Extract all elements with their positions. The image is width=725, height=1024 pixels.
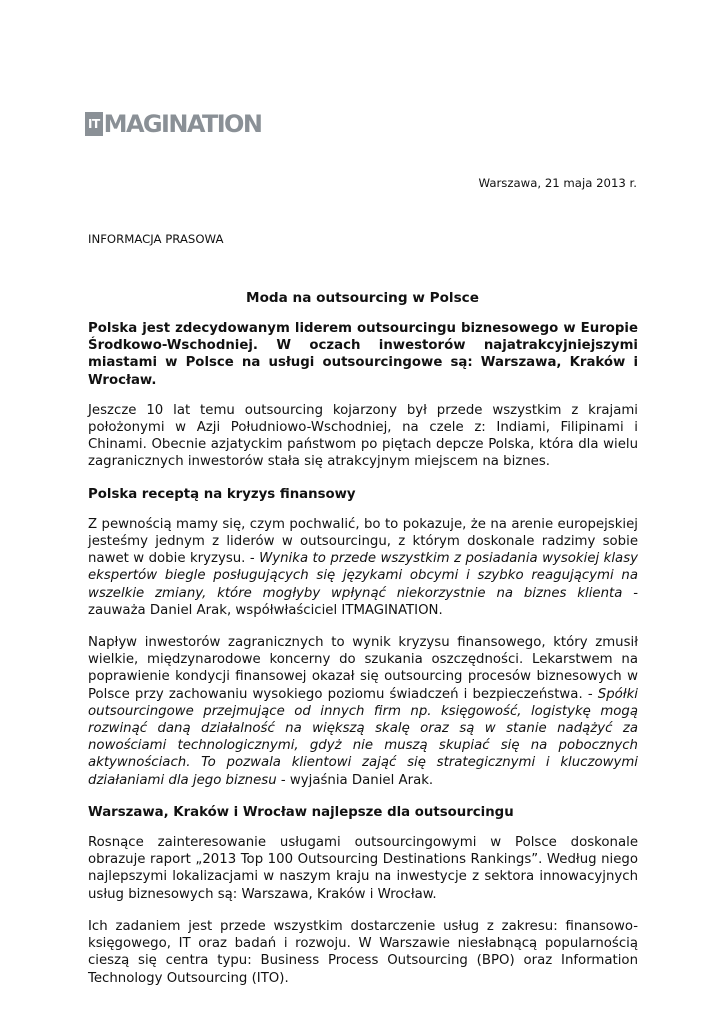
paragraph-services: Ich zadaniem jest przede wszystkim dostarczenie usług z zakresu: finansowo-księgowego, IT oraz badań i rozwoju. W Warszawie niesłabnącą popularnością cieszą się centra typu: Business Process Outsourcing (BPO) oraz Information Technology Outsourcing (ITO). bbox=[88, 918, 638, 986]
paragraph-text: Z pewnością mamy się, czym pochwalić, bo to pokazuje, że na arenie europejskiej jesteśmy jednym z liderów w outsourcingu, z którym doskonale radzimy sobie nawet w dobie kryzysu. - bbox=[88, 516, 638, 567]
paragraph-leaders bbox=[88, 516, 638, 619]
lead-paragraph: Polska jest zdecydowanym liderem outsourcingu biznesowego w Europie Środkowo-Wschodniej. W oczach inwestorów najatrakcyjniejszymi miastami w Polsce na usługi outsourcingowe są: Warszawa, Kraków i Wrocław. bbox=[88, 321, 638, 388]
document-date: Warszawa, 21 maja 2013 r. bbox=[478, 176, 637, 190]
logo-it-mark: IT bbox=[85, 112, 103, 136]
section-heading-cities: Warszawa, Kraków i Wrocław najlepsze dla outsourcingu bbox=[88, 804, 514, 820]
press-release-label: INFORMACJA PRASOWA bbox=[88, 232, 224, 246]
paragraph-text: Napływ inwestorów zagranicznych to wynik kryzysu finansowego, który zmusił wielkie, międzynarodowe koncerny do szukania oszczędności. Lekarstwem na poprawienie kondycji finansowej okazał się outsourcing procesów biznesowych w Polsce przy zachowaniu wysokiego poziomu świadczeń i bezpieczeństwa. - bbox=[88, 635, 638, 702]
paragraph-text: - zauważa Daniel Arak, współwłaściciel ITMAGINATION. bbox=[88, 585, 638, 618]
paragraph-intro: Jeszcze 10 lat temu outsourcing kojarzony był przede wszystkim z krajami położonymi w Azji Południowo-Wschodniej, na czele z: Indiami, Filipinami i Chinami. Obecnie azjatyckim państwom po piętach depcze Polska, która dla wielu zagranicznych inwestorów stała się atrakcyjnym miejscem na biznes. bbox=[88, 402, 638, 470]
paragraph-text: - wyjaśnia Daniel Arak. bbox=[276, 772, 434, 788]
paragraph-ranking: Rosnące zainteresowanie usługami outsourcingowymi w Polsce doskonale obrazuje raport „2013 Top 100 Outsourcing Destinations Rankings”. Według niego najlepszymi lokalizacjami w naszym kraju na inwestycje z sektora innowacyjnych usług biznesowych są: Warszawa, Kraków i Wrocław. bbox=[88, 835, 638, 902]
document-title: Moda na outsourcing w Polsce bbox=[246, 290, 479, 306]
document-body bbox=[88, 320, 638, 1002]
paragraph-investors bbox=[88, 634, 638, 789]
quote-text: Wynika to przede wszystkim z posiadania wysokiej klasy ekspertów biegle posługujących się językami obcymi i szybko reagującymi na wszelkie zmiany, które mogłyby wpłynąć niekorzystnie na biznes klienta bbox=[88, 551, 638, 601]
logo-wordmark: MAGINATION bbox=[103, 110, 262, 138]
section-heading-crisis: Polska receptą na kryzys finansowy bbox=[88, 486, 356, 502]
quote-text: Spółki outsourcingowe przejmujące od innych firm np. księgowość, logistykę mogą rozwinąć daną działalność na większą skalę oraz są w stanie nadążyć za nowościami technologicznymi, gdyż nie muszą skupiać się na pobocznych aktywnościach. To pozwala klientowi zająć się strategicznymi i kluczowymi działaniami dla jego biznesu bbox=[88, 686, 638, 788]
company-logo bbox=[85, 112, 261, 136]
